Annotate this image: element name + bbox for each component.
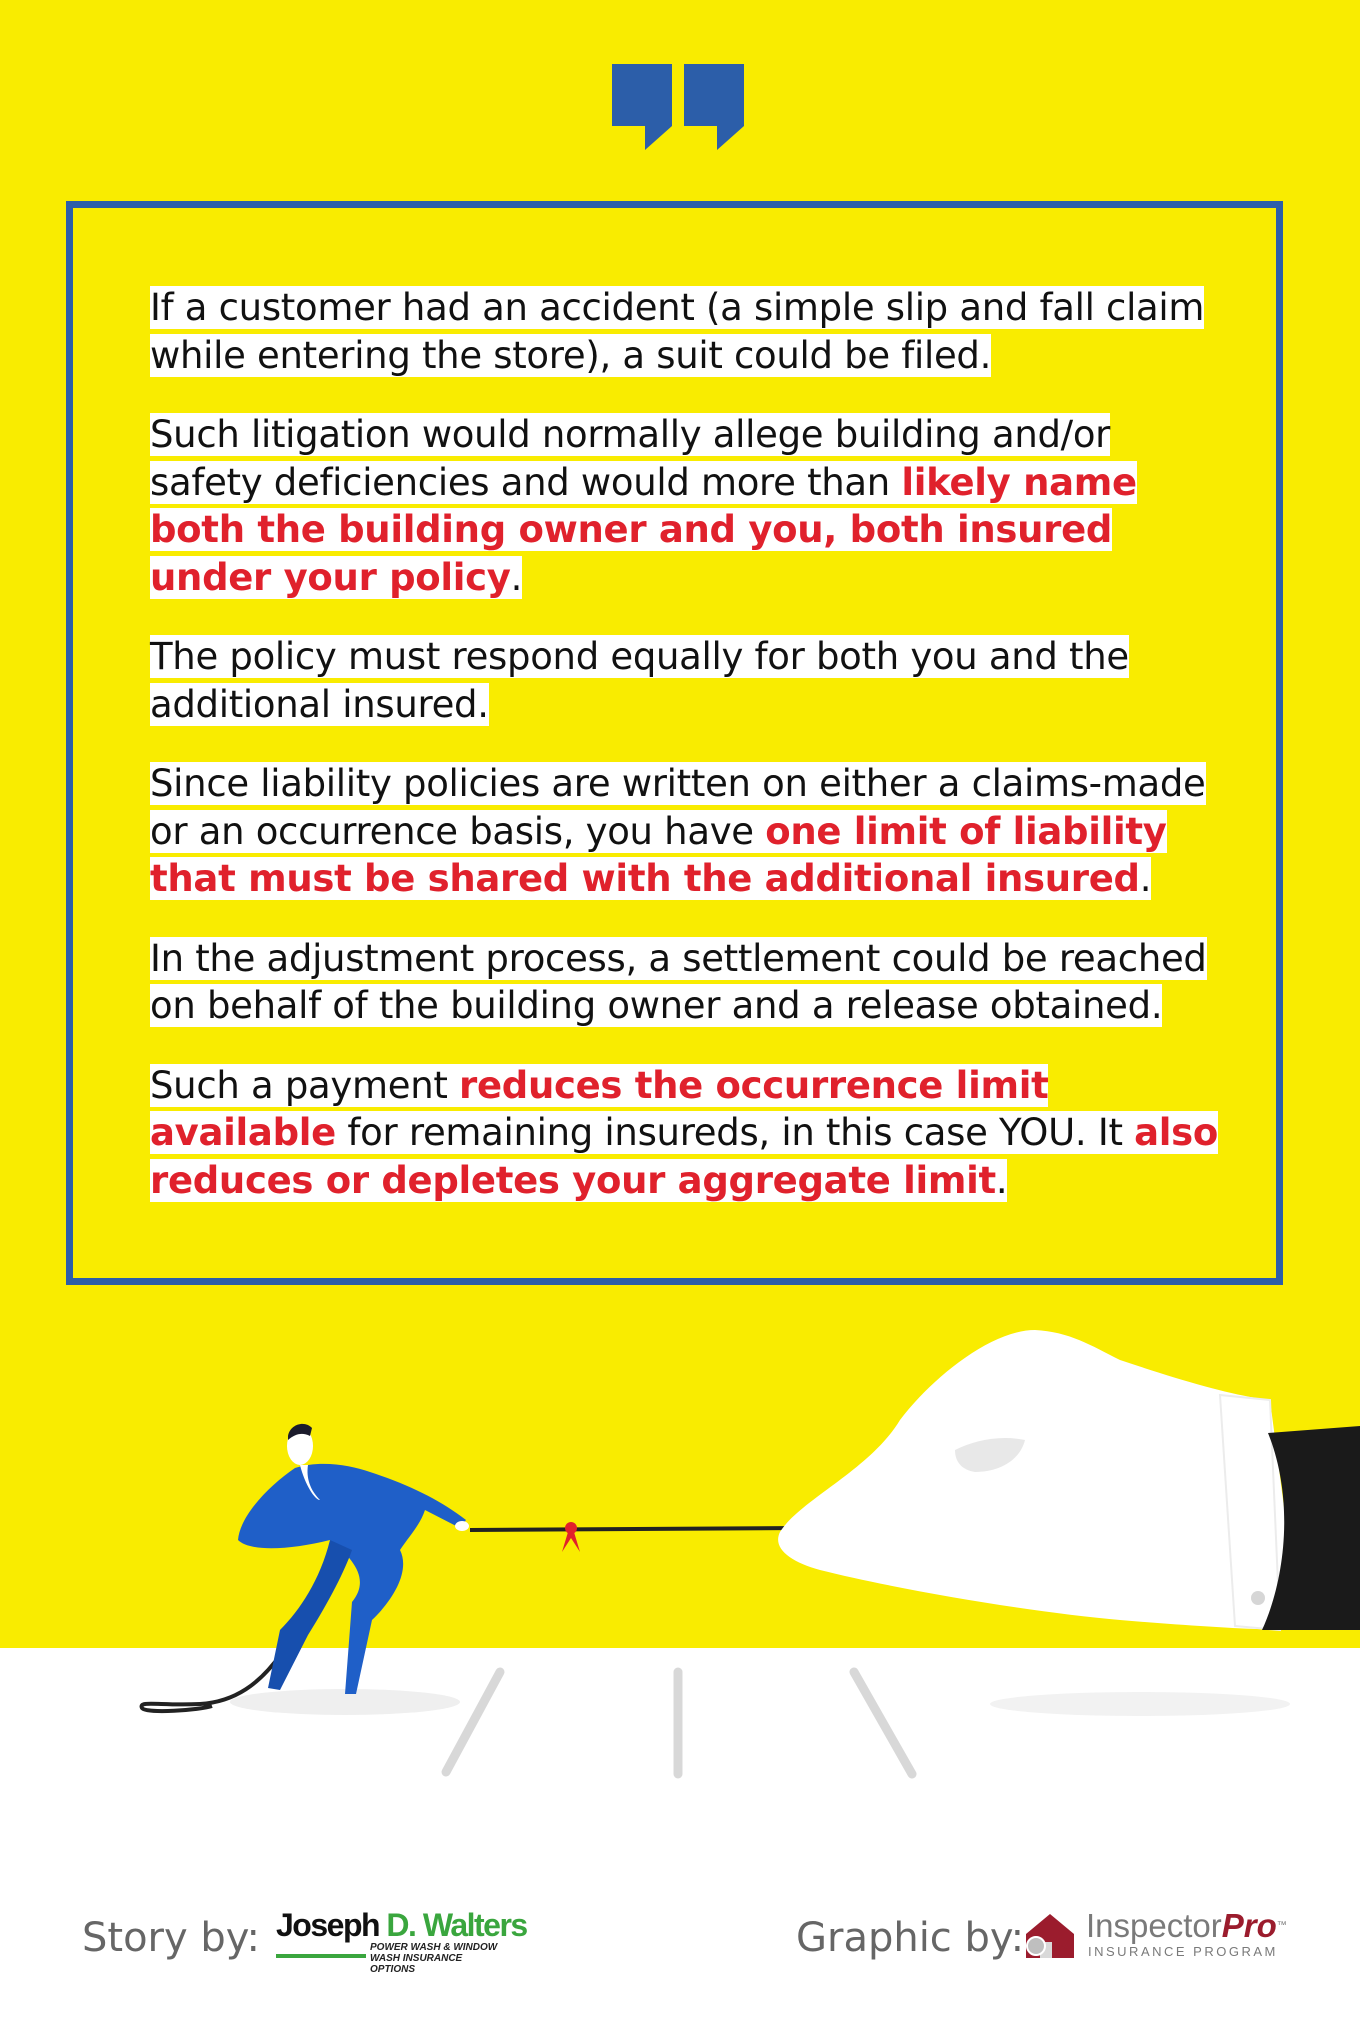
paragraph-text: . [1139,857,1152,900]
logo-name-part2: D. Walters [386,1907,527,1943]
paragraph [150,935,1220,1030]
highlighted-text: one limit of liability that must be shared with the additional insured [150,809,1167,900]
logo-swoosh [276,1954,366,1958]
highlighted-text: also reduces or depletes your aggregate limit [150,1111,1219,1202]
highlighted-text: likely name both the building owner and you, both insured under your policy [150,460,1137,599]
paragraph-text: for remaining insureds, in this case YOU. It [335,1111,1135,1154]
paragraph-text: In the adjustment process, a settlement could be reached on behalf of the building owner and a release obtained. [150,936,1207,1027]
paragraph-text: The policy must respond equally for both you and the additional insured. [150,635,1129,726]
story-by-label: Story by: [82,1915,261,1961]
graphic-by-label: Graphic by: [796,1915,1025,1961]
inspector-pro-logo [1022,1907,1287,1964]
paragraph-text: . [995,1158,1008,1202]
tug-of-war-illustration [0,1300,1360,1800]
paragraph-text: Since liability policies are written on either a claims-made or an occurrence basis, you have [150,762,1206,853]
logo-name-part1: Joseph [276,1907,380,1943]
article-text [150,284,1220,1236]
logo-tagline-insurance: INSURANCE PROGRAM [1088,1944,1278,1959]
highlighted-text: reduces the occurrence limit available [150,1063,1049,1154]
paragraph [150,760,1220,903]
paragraph-text: Such a payment [150,1063,460,1107]
quote-mark-icon [612,64,744,150]
paragraph [150,633,1220,728]
logo-tagline: POWER WASH & WINDOW WASH INSURANCE OPTIONS [370,1942,498,1975]
paragraph-text: If a customer had an accident (a simple slip and fall claim while entering the store), a suit could be filed. [150,286,1205,377]
paragraph [150,284,1220,379]
trademark-mark: ™ [1276,1920,1287,1931]
logo-name-inspector: Inspector [1086,1907,1222,1944]
house-icon [1022,1910,1078,1960]
paragraph [150,1062,1220,1205]
joseph-d-walters-logo [276,1908,527,1975]
paragraph-text: . [510,555,523,599]
paragraph-text: Such litigation would normally allege building and/or safety deficiencies and would more than [150,413,1111,504]
logo-name-pro: Pro [1221,1907,1277,1944]
paragraph [150,411,1220,601]
